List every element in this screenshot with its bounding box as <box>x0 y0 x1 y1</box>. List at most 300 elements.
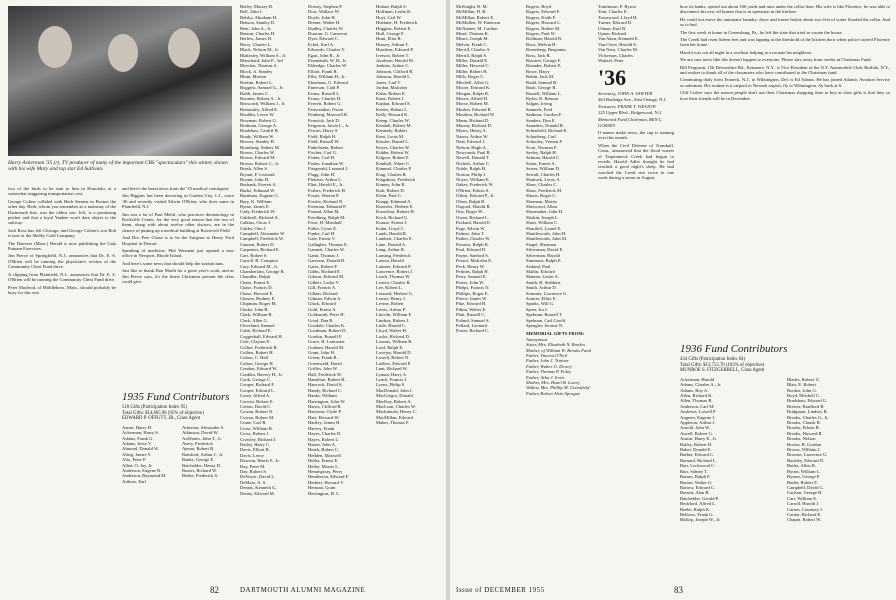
fund-1935-names-a <box>122 425 178 484</box>
class-36-treasurer-address: 125 Upper Blvd., Ridgewood, N.J. <box>598 109 662 115</box>
list-item: Gale, Ernest V. <box>308 236 336 242</box>
list-item: Doyle, John H. <box>308 14 336 20</box>
list-item: Palmer, John T. <box>456 231 485 237</box>
list-item: Klein, Paul C. <box>376 193 403 199</box>
list-item: Barber, Edward C. <box>680 452 715 458</box>
paragraph: And Doc Pete Chase is to be the Surgeon at Henry Ford Hospital in Detroit. <box>122 235 234 246</box>
list-item: Ackerman, Harold <box>680 376 715 382</box>
list-item: Bishop, Joseph W., Jr. <box>680 517 721 523</box>
fund-1936-total: Total Gifts: $13,753.70 (103% of objective) <box>680 362 765 368</box>
list-item: Hutchins, Edward P. <box>376 47 414 53</box>
list-item: Cooper, Edward L. <box>240 387 276 393</box>
list-item: Good, Dan R. <box>308 317 334 323</box>
list-item: Rogers, Keith F. <box>526 14 557 20</box>
left-page <box>0 0 446 600</box>
list-item: Carpenter, Richard E. <box>240 247 280 253</box>
list-item: Moore, Edward K. <box>456 85 491 91</box>
list-item: Sanborn, Gordon F. <box>526 112 563 118</box>
list-item: Graham, Harold M. <box>308 344 345 350</box>
list-item: Cowan, Robert N. <box>240 409 274 415</box>
list-item: Skinner, Lester S. <box>526 274 559 280</box>
right-page <box>450 0 896 600</box>
list-item: Ellis, William H., Jr. <box>308 74 346 80</box>
list-item: Father, Arba J. Irvin <box>526 374 564 380</box>
list-item: Booker, John G. <box>787 387 817 393</box>
list-item: Schenfield, Richard E. <box>526 128 568 134</box>
list-item: Hussey, Adrian T. <box>376 41 409 47</box>
list-item: Perry, Samuel E. <box>456 274 487 280</box>
photo-caption: Harry Ackerman '35 (r), TV producer of many of the important CBS "spectaculars" this winter, shown with his wife Mary and top star Ed Sullivan. <box>8 160 228 173</box>
fund-1936-agent: MUNROE S. FITZGERRELL, Class Agent <box>680 368 765 374</box>
list-item: Andrews, Lowell P. <box>680 409 717 415</box>
list-item: Byrne, James E. <box>240 204 270 210</box>
list-item: Latimer, Edward P. <box>376 263 412 269</box>
list-item: Shorts, Roger C. <box>526 193 557 199</box>
list-item: Kinney, John R. <box>376 182 406 188</box>
list-item: Mother, Mrs. Hazel B. Lawry <box>526 380 580 386</box>
list-item: Carroll, Harold J. <box>787 501 820 507</box>
list-item: Newcomb, Paul R. <box>456 149 491 155</box>
list-item: Dreuer, Walter H. <box>308 20 341 26</box>
paragraph: Speaking of medicine, Phil Waxman just opened a new office in Newport, Rhode Island. <box>122 248 234 259</box>
list-item: Kirk, Robert D. <box>376 187 405 193</box>
list-item: Neal, Edward J. <box>456 139 486 145</box>
list-item: Paul, Edward D. <box>456 247 487 253</box>
list-item: Gill, Francis A. <box>308 285 337 291</box>
list-item: DeMaio, A. S. <box>240 479 267 485</box>
list-item: Huggins, Robert E. <box>376 25 412 31</box>
list-item: Cary, Edward M., Jr. <box>240 263 279 269</box>
list-item: Sherman, Morris <box>526 198 558 204</box>
list-item: Evans, Charles H. <box>308 95 342 101</box>
list-item: Jacobsen, Harold M. <box>376 58 415 64</box>
list-item: Sewall, Charles H. <box>526 171 561 177</box>
list-item: Upton, Richard <box>598 31 627 37</box>
list-item: Scott, Norman F. <box>526 144 558 150</box>
paragraph: Peter Macleod, of Middleboro, Mass., should probably be busy for this one. <box>8 284 116 295</box>
list-item: Rowe, Harry <box>526 68 550 74</box>
list-item: Carlson, George H. <box>787 490 823 496</box>
list-item: Eldredge, Charles W. <box>308 63 348 69</box>
list-item: Atwell, Robert G. <box>680 430 713 436</box>
list-item: McKnight, R. M. <box>456 4 488 9</box>
list-item: Harvey, Frank <box>308 425 335 431</box>
list-item: Payne, Sanford S. <box>456 252 489 258</box>
list-item: Arthurs, Earl <box>122 478 146 484</box>
list-item: Locke, Richard D. <box>376 333 410 339</box>
names-column-5 <box>376 4 442 570</box>
names-column-3 <box>240 4 306 570</box>
list-item: Handy, Richard C. <box>308 387 343 393</box>
list-item: Ryder, R. Benson <box>526 95 559 101</box>
list-item: Cleveland, Samuel <box>240 322 275 328</box>
list-item: Poland, Samuel S. <box>456 317 490 323</box>
right-names-column-1 <box>456 4 522 570</box>
list-item: Mead, Thomas K. <box>456 31 490 37</box>
list-item: Calkins, Oscar J. <box>240 220 272 226</box>
list-item: Barnes, Ralph F. <box>680 474 711 480</box>
list-item: Colton, George H. <box>240 360 274 366</box>
list-item: Chester, Rodney E. <box>240 295 276 301</box>
list-item: Platt, Russell C. <box>456 312 486 318</box>
list-item: Cross, Robert J. <box>240 431 270 437</box>
list-item: Feinberg, Maxwell R. <box>308 112 349 118</box>
list-item: Fischer, Carl G. <box>308 149 338 155</box>
list-item: Fitzgerald, Leonard J. <box>308 166 349 172</box>
list-item: Shaw, Charles C. <box>526 182 558 188</box>
list-item: Spelman, Carl Goold. <box>526 317 567 323</box>
list-item: Lyman, Harry A. <box>376 371 408 377</box>
list-item: Bryant, F. Leonard <box>240 171 275 177</box>
list-item: Rush, George R. <box>526 85 557 91</box>
list-item: Duncan, G. Cameron <box>308 31 348 37</box>
list-item: Siskind, Paul <box>526 263 551 269</box>
paragraph: Jim Pierce of Springfield, N.J., announces that Dr. E. S. O'Brien will be running the physician's section of the Community Chest Fund drive. <box>8 253 116 270</box>
right-column-4 <box>680 4 890 304</box>
list-item: Knowlton, Robert H. <box>376 209 415 215</box>
list-item: Brooks, Howard R. <box>787 430 823 436</box>
list-item: Krause, Ernest J. <box>376 220 408 226</box>
list-item: Anonymous <box>526 336 548 342</box>
list-item: Atkinson, David W. <box>182 430 219 436</box>
fund-1935-agent: EDWARD P. OFFUTT, JR., Class Agent <box>122 416 201 422</box>
paragraph: And here's some news that should help the statisticians. <box>122 260 225 266</box>
list-item: Beebe, Ralph K. <box>680 506 711 512</box>
list-item: Bottomley, Alfred E. <box>240 106 279 112</box>
list-item: Mills, Roger C. <box>456 74 485 80</box>
left-column-2 <box>122 186 234 386</box>
fund-1935-box <box>122 388 238 578</box>
list-item: Brooks, Charles G., Jr. <box>787 414 829 420</box>
page-number-left: 82 <box>210 585 219 595</box>
list-item: Merrill, Ralph S. <box>456 52 488 58</box>
list-item: Aymar, Robert B. <box>182 446 215 452</box>
list-item: Hayes, Robert L. <box>308 436 340 442</box>
list-item: Kelly, Howard K. <box>376 112 409 118</box>
list-item: Adams, Charles A., Jr. <box>680 382 722 388</box>
list-item: Kent, Louis M. <box>376 133 405 139</box>
list-item: Brown, B. Gordon <box>787 441 822 447</box>
list-item: Ulman, Karl B. <box>598 25 627 31</box>
list-item: Cook, George C. <box>240 377 272 383</box>
list-item: Dennis, Kenneth G. <box>240 485 277 491</box>
list-item: Chandler, Ralph <box>240 274 270 280</box>
list-item: Hamilton, Robert R. <box>308 377 346 383</box>
list-item: Cross, William B. <box>240 425 273 431</box>
list-item: Bleicher, Thomas A. <box>240 63 278 69</box>
list-item: Van Ness, Charles M. <box>598 47 638 53</box>
list-item: Hart, Howard W. <box>308 414 340 420</box>
list-item: Caldwell, Richard A. <box>240 214 279 220</box>
list-item: Freeman, Edmund P. <box>308 204 347 210</box>
list-item: Barr, Lockwood C. <box>680 463 716 469</box>
list-item: Calder, Otto J. <box>240 225 267 231</box>
list-item: Aaron, Harry H. <box>122 424 153 430</box>
list-item: Rossiter, George F. <box>526 58 562 64</box>
fund-1936-gifts: 434 Gifts (Participation Index 84) <box>680 357 746 362</box>
list-item: Smith, R. Stebbins <box>526 279 561 285</box>
list-item: Burke, Edmund W. <box>240 187 276 193</box>
list-item: MacKay, Robert A. <box>376 398 412 404</box>
list-item: McMillan, H. B. <box>456 9 487 15</box>
list-item: Bosworth, William J., Jr. <box>240 101 286 107</box>
list-item: Gibbs, Richard E. <box>308 268 341 274</box>
list-item: Baker, Donald E. <box>680 447 712 453</box>
list-item: Field, Ralph H. <box>308 133 337 139</box>
list-item: Alix, Peter P. <box>122 457 147 463</box>
list-item: Larson, Harold <box>376 258 404 264</box>
list-item: Olsen, Ralph B. <box>456 198 486 204</box>
list-item: Kingsbury, Frederick <box>376 177 415 182</box>
list-item: Black, Nelson M., Jr. <box>240 47 279 53</box>
list-item: Grace, H. Lancaster <box>308 339 345 345</box>
list-item: Phillips, Roger E. <box>456 290 489 296</box>
list-item: Seeley, Ralph H. <box>526 149 557 155</box>
list-item: Kimmel, Charles P. <box>376 166 412 172</box>
list-item: Austin, Harry E., Jr. <box>680 436 717 442</box>
list-item: Barnard, Richard L. <box>680 457 717 463</box>
list-item: Bouldin, Lewis W. <box>240 112 275 118</box>
list-item: Field, Russell W. <box>308 139 340 145</box>
paragraph: The Creek had risen fifteen feet and was lapping at the threshold of the kitchen door when police carried Florence from her home. <box>680 37 890 48</box>
list-item: Mosher, Edward R. <box>456 106 492 112</box>
list-item: Fairweather, Owen <box>308 106 344 112</box>
paragraph: Commuting daily from Teaneck, N.J., to Wilmington, Del. is Ed Adams. He has joined Atlantic Aviation Service as salesman. His routine is a carpool to Newark airport, fly to Wilmington, fly back at 6. <box>680 77 890 88</box>
list-item: Cobb, Richard E. <box>240 328 272 334</box>
list-item: Vickerson, Charles <box>598 52 633 58</box>
list-item: Lowell, Robert N. <box>376 355 410 361</box>
list-item: Loomis, William B. <box>376 339 413 345</box>
memorial-label: MEMORIAL GIFTS FROM: <box>526 331 585 337</box>
list-item: Lane, Donald A. <box>376 241 407 247</box>
page-number-right: 83 <box>674 585 683 595</box>
list-item: Kendall, Robert M. <box>376 122 412 128</box>
list-item: Cowan, Robert M. <box>240 414 275 420</box>
list-item: Rogers, Howard L. <box>526 20 562 26</box>
list-item: Adams, Jesse V. <box>122 441 152 446</box>
list-item: Allen, Thomas R. <box>680 398 713 404</box>
fund-1935-total: Total Gifts: $14,665.96 (95% of objective) <box>122 410 204 416</box>
fund-1935-names-b <box>182 425 238 484</box>
list-item: Chase, Ernest E. <box>240 279 271 285</box>
list-item: Pierce, James W. <box>456 295 488 301</box>
list-item: Widow, Mrs. Phillip M. Greenfield <box>526 385 590 391</box>
list-item: Herbert, Howard V. <box>308 479 345 485</box>
class-36-heading: '36 <box>598 65 627 91</box>
list-item: Kidder, Robert W. <box>376 149 410 155</box>
list-item: Brush, Allen S. <box>240 166 269 172</box>
list-item: Gold, Ernest A. <box>308 306 337 312</box>
list-item: Fisher, Jonathan W. <box>308 160 345 166</box>
list-item: Henderson, Edward F. <box>308 474 349 480</box>
list-item: Lee, Robert L. <box>376 285 403 291</box>
list-item: Boggess, Samuel G., Jr. <box>240 85 284 91</box>
paragraph: Jim was a lot of Paul Mehrl, who practices dermatology in Rockville Center, for the very good reason that the two of them, along with about twelve other doctors, are in the chance of putting up a medical building at Roosevelt Field. <box>122 211 234 233</box>
list-item: Bellows, Frank G. <box>680 511 714 517</box>
paragraph: two of the birds to be sent to him in Honolulu, at a somewhat staggering transportation cost. <box>8 186 116 197</box>
list-item: Belsky, Abraham H. <box>240 14 278 20</box>
list-item: MacLean, Charles W. <box>376 404 416 410</box>
paragraph: Bill Ferguson, 156 Devonshire Rd., Kenmore, N.Y., is Vice President of the N.Y. Automobile Club, Buffalo, N.Y., and wishes to thank all of the classmates who have contributed to the Christmas fund. <box>680 64 890 76</box>
list-item: Pearce, Malcolm E. <box>456 258 493 264</box>
list-item: Kennedy, Robert <box>376 128 408 134</box>
list-item: Brown, Edward M. <box>240 155 276 161</box>
list-item: Mother, of William W. Brooks Fund <box>526 347 591 353</box>
list-item: Mitchell, Allen G. <box>456 79 490 85</box>
list-item: Levine, Robert <box>376 301 404 307</box>
list-item: Sanders, Don E. <box>526 117 556 123</box>
list-item: Selman, Harold C. <box>526 155 561 161</box>
ackerman-photo <box>8 6 232 156</box>
list-item: Bailey, Robert H. <box>680 441 713 447</box>
list-item: Gantt, Thomas J. <box>308 252 340 258</box>
list-item: Saunders, Donald B. <box>526 122 565 128</box>
list-item: Lang, Arthur R. <box>376 247 406 253</box>
list-item: Van Aken, Kenneth E. <box>598 36 639 42</box>
list-item: Shuttleworth, John M. <box>526 236 568 242</box>
list-item: Blades, Robert U. <box>787 376 820 382</box>
list-item: Shattuck, Leroy A. <box>526 177 561 182</box>
list-item: Bowman, Robert G. <box>240 117 278 123</box>
list-item: Clark, Allen G. <box>240 317 269 323</box>
list-item: Conklin, Harvey H., Jr. <box>240 371 283 377</box>
list-item: Page, Edwin W. <box>456 225 486 231</box>
list-item: Adams, Roy A. <box>680 387 709 393</box>
list-item: Leach, Thomas W. <box>376 274 411 280</box>
list-item: Mackintosh, Henry C. <box>376 409 417 415</box>
list-item: Hayes, Charles D. <box>308 431 342 437</box>
list-item: Boyd, Mitchell C. <box>787 393 821 398</box>
list-item: Maher, Thomas F. <box>376 420 410 426</box>
paragraph: We are sure news like this doesn't happen to everyone. Please stay away from creeks in Christmas Fund. <box>680 57 872 63</box>
list-item: Dailey, Harry C. <box>240 441 271 447</box>
list-item: Rounder, Robert E. <box>526 63 562 69</box>
list-item: Blum, Morton <box>240 74 267 80</box>
list-item: Goldsmith, Peter H. <box>308 312 345 318</box>
list-item: Byrnes, George P. <box>787 474 821 480</box>
list-item: Oakes, Frederick W. <box>456 182 494 188</box>
class-36-address: 463 Rutledge Ave., East Orange, N.J. <box>598 96 667 102</box>
list-item: Shuttleworth, John H. <box>526 231 567 237</box>
list-item: Silverman, Harold <box>526 252 560 258</box>
list-item: Leonard, Herbert G. <box>376 290 414 296</box>
list-item: Lovejoy, Harold D. <box>376 350 412 355</box>
list-item: Shoemaker, John H. <box>526 209 564 215</box>
list-item: Hartley, James H. <box>308 420 341 426</box>
list-item: Chipman, Roger M. <box>240 301 277 307</box>
list-item: Kuhn, Lloyd C. <box>376 225 405 231</box>
list-item: Nelson, Hugh A. <box>456 144 487 150</box>
list-item: Allen, O. Jay, Jr. <box>122 462 153 468</box>
list-item: Parsons, Ralph K. <box>456 241 490 247</box>
list-item: Heller, Morris L. <box>308 463 340 469</box>
list-item: Miller, Robert H. <box>456 68 488 74</box>
list-item: Ferries, Harry S. <box>308 128 339 134</box>
list-item: Dudley, Charles W. <box>308 25 344 31</box>
list-item: Chase, Francis D. <box>240 285 273 291</box>
list-item: Buckley, Edward D. <box>787 457 825 463</box>
list-item: Morris, Alfred H. <box>456 95 489 101</box>
list-item: Bassett, Alan B. <box>680 490 710 496</box>
list-item: Father, Walter O. Dewey <box>526 363 572 369</box>
list-item: Heath, Robert C. <box>308 447 340 453</box>
list-item: Batchelder, Gerald P. <box>680 495 719 501</box>
list-item: Gibson, Edward M. <box>308 274 345 280</box>
list-item: Cotton, David C. <box>240 404 272 410</box>
list-item: Gilman, Edwin A. <box>308 295 342 301</box>
list-item: Brady, William W. <box>240 133 275 139</box>
list-item: Morse, Robert M. <box>456 101 489 107</box>
names-column-4 <box>308 4 374 570</box>
list-item: Beckford, Alfred L. <box>680 501 717 507</box>
list-item: Miller, Donald E. <box>456 58 489 64</box>
list-item: Peters, John W. <box>456 279 485 285</box>
list-item: Pike, Edward H. <box>456 301 487 307</box>
list-item: Davis, Elliott B. <box>240 447 270 453</box>
list-item: Almond, Donald W. <box>122 446 160 452</box>
list-item: Forbes, Frederick H. <box>308 187 347 193</box>
list-item: Lerner, Henry J. <box>376 295 406 301</box>
list-item: Chamberlain, George R. <box>240 268 285 274</box>
list-item: Batchelder, Henry D. <box>182 462 222 468</box>
list-item: Bury, K. William <box>240 198 272 204</box>
list-item: Collier, Frederick R. <box>240 344 278 350</box>
list-item: Clark, William B. <box>240 312 273 318</box>
list-item: Gannett, Charles W. <box>308 247 345 253</box>
list-item: Flint, Harold E., Jr. <box>308 182 344 188</box>
list-item: Brooks, Edwin R. <box>787 425 820 431</box>
list-item: O'Brien, Edwin S. <box>456 187 490 193</box>
list-item: Shokin, Joseph L. <box>526 214 559 220</box>
list-item: Condon, Edward W. <box>240 366 278 372</box>
list-item: Brown, William J. <box>787 447 821 453</box>
list-item: Colton, C. Hall <box>240 355 269 361</box>
list-item: Ebenhaus, G. Edward <box>308 79 349 85</box>
list-item: Garrison, Donald B. <box>308 258 346 264</box>
paragraph: Just like to thank Don Marth for a great year's work, and as Jim Pierce says, it's the finest Christmas present the class could give. <box>122 268 234 285</box>
list-item: AuWarter, John T., Jr. <box>182 435 222 441</box>
list-item: Parker, Charles W. <box>456 236 491 242</box>
list-item: Byron, William L. <box>787 468 821 474</box>
paragraph: When the Civil Defense of Trumbull, Conn., announced that the flood waters of Tequonnock Creek had begun to recede, Harold Adler thought he had reached a good night's sleep. He had watched the Creek rise twice in one week during a storm in August. <box>598 142 674 181</box>
list-item: Edwards, Charles Y. <box>308 47 346 53</box>
list-item: Jordan, Malcolm <box>376 85 408 91</box>
list-item: Salgan, Irving <box>526 101 553 107</box>
list-item: Dyer, Edward C. <box>308 36 339 42</box>
list-item: Cooper, Richard F. <box>240 382 275 388</box>
list-item: Samuels, Fred <box>526 106 553 112</box>
list-item: Noyes, William E. <box>456 177 490 182</box>
list-item: Setzer, William D. <box>526 166 560 172</box>
list-item: Egan, John R., Jr. <box>308 52 341 58</box>
list-item: Pitkin, Walter E. <box>456 306 487 312</box>
list-item: Seton, Ernest A. <box>526 160 556 166</box>
list-item: DeNoyer, David L. <box>240 474 276 480</box>
list-item: Gates, Robert F. <box>308 263 338 269</box>
list-item: Fuller, Cyrus E. <box>308 225 338 231</box>
list-item: Goodman, Robert D. <box>308 328 347 334</box>
list-item: Myers, Henry A. <box>456 128 487 134</box>
list-item: Lynch, Francis J. <box>376 377 408 383</box>
list-item: Flagg, John H. <box>308 171 336 177</box>
list-item: Fletcher, Arthur L. <box>308 177 343 182</box>
list-item: Kane, Robert J. <box>376 95 405 101</box>
list-item: Elliott, Frank R. <box>308 68 338 74</box>
list-item: Crane, Carl R. <box>240 420 267 426</box>
list-item: Hunt, Eliot R. <box>376 36 402 42</box>
list-item: Burbank, Everett A. <box>240 182 277 188</box>
footer-right: Issue of DECEMBER 1955 <box>456 586 545 594</box>
